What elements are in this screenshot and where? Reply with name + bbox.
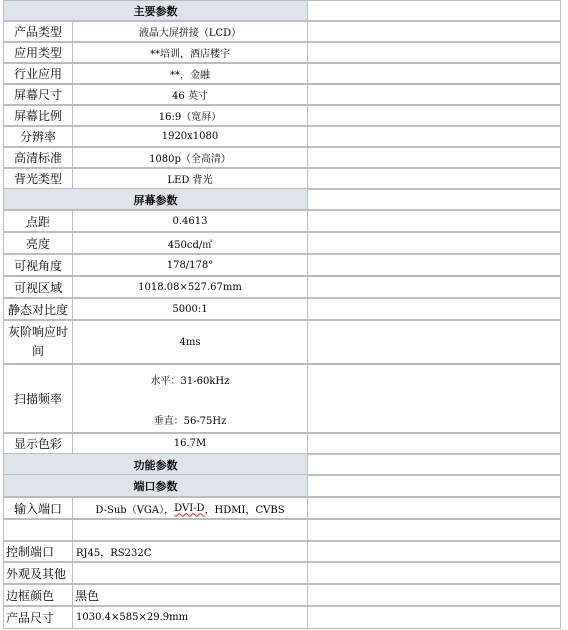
- row-label: 行业应用: [3, 62, 73, 85]
- input-ports-text-a: D-Sub（VGA），: [95, 504, 175, 516]
- empty-cell: [307, 188, 561, 211]
- table-row: [3, 231, 562, 254]
- row-label: 边框颜色: [3, 583, 73, 607]
- table-row: [3, 83, 562, 105]
- empty-cell: [307, 231, 561, 255]
- empty-cell: [307, 297, 561, 321]
- section-header-appearance: [3, 561, 562, 584]
- row-label: 扫描频率: [3, 363, 73, 434]
- empty-cell: [307, 125, 561, 148]
- empty-cell: [3, 518, 73, 542]
- table-row: [3, 363, 562, 433]
- empty-cell: [307, 275, 561, 299]
- row-value: 16:9（宽屏）: [72, 104, 308, 127]
- section-title-main: [3, 0, 308, 22]
- empty-cell: [307, 20, 561, 43]
- table-row: [3, 605, 562, 628]
- table-row: [3, 496, 562, 519]
- empty-cell: [307, 496, 561, 520]
- row-value: 16.7M: [72, 432, 308, 455]
- row-value: 178/178°: [72, 253, 308, 277]
- empty-cell: [307, 0, 561, 22]
- empty-cell: [307, 474, 561, 498]
- empty-cell: [307, 605, 561, 629]
- section-title-main-text: 主要参数: [133, 5, 178, 18]
- empty-cell: [307, 167, 561, 190]
- section-title-ports: [3, 474, 308, 498]
- table-row: [3, 125, 562, 147]
- empty-cell: [307, 518, 561, 542]
- row-label: 分辨率: [3, 125, 73, 148]
- section-title-function-text: 功能参数: [133, 458, 178, 472]
- row-label: 控制端口: [3, 540, 73, 563]
- row-label: 高清标准: [3, 146, 73, 169]
- empty-cell: [307, 432, 561, 455]
- row-label: 可视角度: [3, 253, 73, 277]
- row-label: 应用类型: [3, 41, 73, 64]
- table-row: [3, 62, 562, 84]
- empty-cell: [72, 518, 308, 542]
- empty-cell: [307, 561, 561, 585]
- row-label: 灰阶响应时间: [3, 319, 73, 365]
- scan-frequency-values: [72, 363, 308, 434]
- row-label: 显示色彩: [3, 432, 73, 455]
- table-row: [3, 583, 562, 606]
- table-row: [3, 104, 562, 126]
- row-value: 1018.08×527.67mm: [72, 275, 308, 299]
- row-value: 4ms: [72, 319, 308, 365]
- input-ports-text-b: ，HDMI，CVBS: [204, 504, 285, 516]
- section-title-screen: [3, 188, 308, 211]
- empty-cell: [307, 363, 561, 434]
- section-title-appearance-text: 外观及其他: [6, 566, 67, 581]
- table-row: [3, 275, 562, 298]
- section-header-screen: [3, 188, 562, 210]
- table-row: [3, 432, 562, 454]
- row-label: 亮度: [3, 231, 73, 255]
- row-value: 1920x1080: [72, 125, 308, 148]
- empty-cell: [307, 540, 561, 563]
- row-value: 1080p（全高清）: [72, 146, 308, 169]
- table-row: [3, 297, 562, 320]
- empty-cell: [307, 583, 561, 607]
- row-label: 屏幕比例: [3, 104, 73, 127]
- table-row: [3, 20, 562, 42]
- row-value: 液晶大屏拼接（LCD）: [72, 20, 308, 43]
- row-value: RJ45，RS232C: [72, 540, 308, 563]
- table-row: [3, 167, 562, 189]
- section-title-appearance: [3, 561, 73, 585]
- empty-cell: [307, 209, 561, 233]
- input-ports-dvi-text: DVI-D: [174, 502, 205, 514]
- section-title-ports-text: 端口参数: [133, 480, 178, 493]
- scan-horizontal-value: 水平：31-60kHz: [150, 376, 230, 387]
- table-row: [3, 41, 562, 63]
- table-row: [3, 253, 562, 276]
- table-row: [3, 209, 562, 232]
- table-row: [3, 146, 562, 168]
- table-row: [3, 319, 562, 364]
- row-label: 产品尺寸: [3, 605, 73, 629]
- empty-cell: [307, 62, 561, 85]
- empty-cell: [307, 104, 561, 127]
- section-header-main: [3, 0, 562, 21]
- scan-vertical-value: 垂直：56-75Hz: [153, 416, 227, 427]
- row-label: 可视区域: [3, 275, 73, 299]
- empty-cell: [307, 253, 561, 277]
- empty-cell: [307, 83, 561, 106]
- empty-cell: [307, 41, 561, 64]
- row-label: 输入端口: [3, 496, 73, 520]
- row-label: 背光类型: [3, 167, 73, 190]
- row-value: 450cd/㎡: [72, 231, 308, 255]
- row-value: 黑色: [72, 583, 308, 607]
- row-value: 1030.4×585×29.9mm: [72, 605, 308, 629]
- row-label: 产品类型: [3, 20, 73, 43]
- table-row: [3, 540, 562, 562]
- table-row: [3, 518, 562, 541]
- row-label: 点距: [3, 209, 73, 233]
- section-header-function: [3, 453, 562, 475]
- row-value: 46 英寸: [72, 83, 308, 106]
- input-ports-value: [72, 496, 308, 520]
- empty-cell: [72, 561, 308, 585]
- row-value: **培训，酒店楼宇: [72, 41, 308, 64]
- section-title-function: [3, 453, 308, 476]
- section-header-ports: [3, 474, 562, 497]
- row-value: 5000:1: [72, 297, 308, 321]
- row-value: 0.4613: [72, 209, 308, 233]
- empty-cell: [307, 319, 561, 365]
- row-value: **，金融: [72, 62, 308, 85]
- row-label: 静态对比度: [3, 297, 73, 321]
- section-title-screen-text: 屏幕参数: [133, 193, 178, 207]
- row-label: 屏幕尺寸: [3, 83, 73, 106]
- empty-cell: [307, 146, 561, 169]
- row-value: LED 背光: [72, 167, 308, 190]
- empty-cell: [307, 453, 561, 476]
